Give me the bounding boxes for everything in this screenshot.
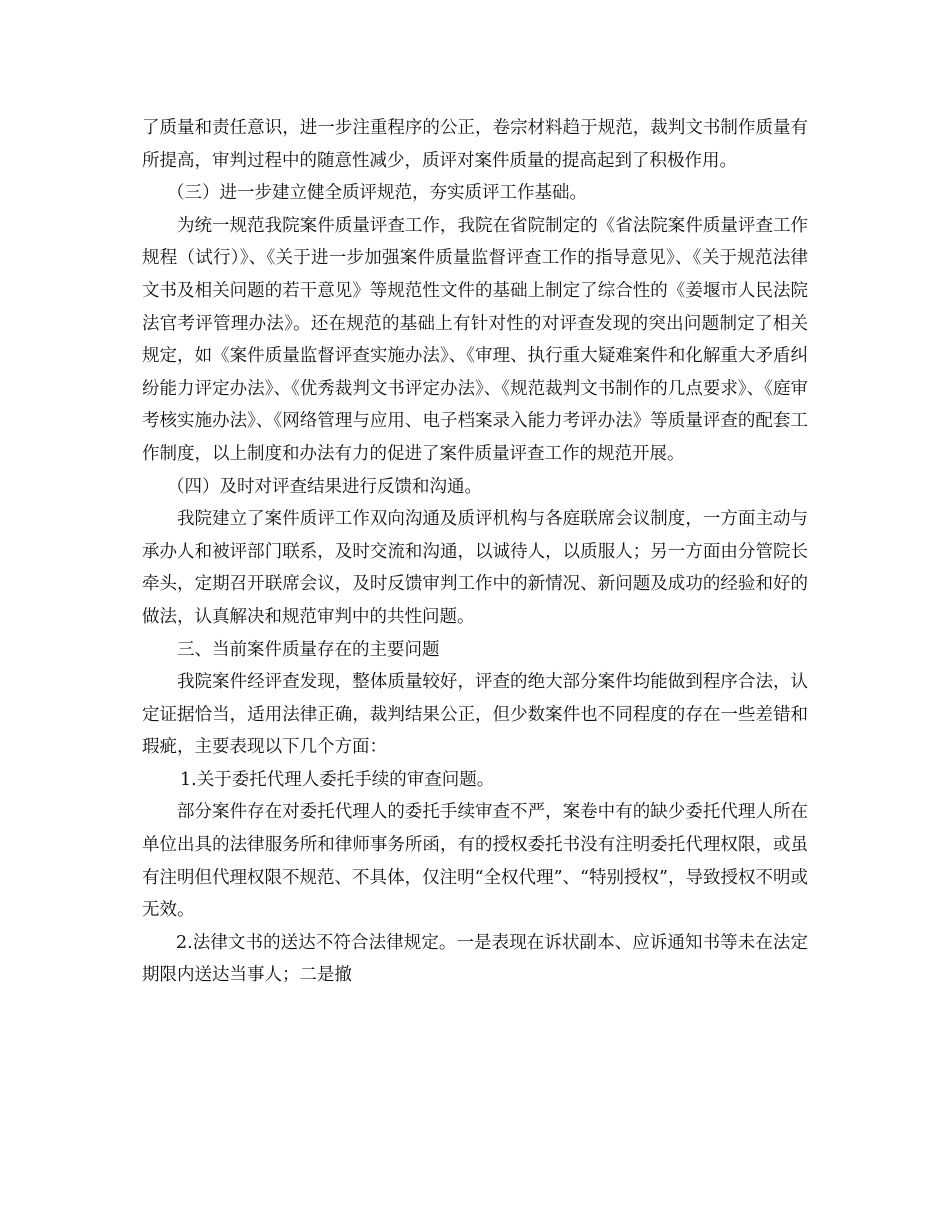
document-body	[142, 112, 808, 992]
item-heading-one: 1.关于委托代理人委托手续的审查问题。	[180, 769, 495, 790]
paragraph-standards: 为统一规范我院案件质量评查工作，我院在省院制定的《省法院案件质量评查工作规程（试行）》、《关于进一步加强案件质量监督评查工作的指导意见》、《关于规范法律文书及相关问题的若干意见》等规范性文件的基础上制定了综合性的《姜堰市人民法院法官考评管理办法》。还在规范的基础上有针对性的对评查发现的突出问题制定了相关规定，如《案件质量监督评查实施办法》、《审理、执行重大疑难案件和化解重大矛盾纠纷能力评定办法》、《优秀裁判文书评定办法》、《规范裁判文书制作的几点要求》、《庭审考核实施办法》、《网络管理与应用、电子档案录入能力考评办法》等质量评查的配套工作制度，以上制度和办法有力的促进了案件质量评查工作的规范开展。	[142, 215, 808, 464]
paragraph-agent-review: 部分案件存在对委托代理人的委托手续审查不严，案卷中有的缺少委托代理人所在单位出具的法律服务所和律师事务所函，有的授权委托书没有注明委托代理权限，或虽有注明但代理权限不规范、不具体，仅注明“全权代理”、“特别授权”，导致授权不明或无效。	[142, 802, 808, 921]
chapter-heading-problems: 三、当前案件质量存在的主要问题	[177, 639, 440, 660]
section-heading-four: （四）及时对评查结果进行反馈和沟通。	[167, 476, 482, 497]
paragraph-service: 2.法律文书的送达不符合法律规定。一是表现在诉状副本、应诉通知书等未在法定期限内送达当事人；二是撤	[142, 932, 808, 986]
section-heading-three: （三）进一步建立健全质评规范，夯实质评工作基础。	[167, 183, 587, 204]
paragraph-continuation: 了质量和责任意识，进一步注重程序的公正，卷宗材料趋于规范，裁判文书制作质量有所提高，审判过程中的随意性减少，质评对案件质量的提高起到了积极作用。	[142, 118, 808, 171]
paragraph-overview: 我院案件经评查发现，整体质量较好，评查的绝大部分案件均能做到程序合法，认定证据恰当，适用法律正确，裁判结果公正，但少数案件也不同程度的存在一些差错和瑕疵，主要表现以下几个方面：	[142, 672, 808, 758]
paragraph-feedback: 我院建立了案件质评工作双向沟通及质评机构与各庭联席会议制度，一方面主动与承办人和被评部门联系，及时交流和沟通，以诚待人，以质服人；另一方面由分管院长牵头，定期召开联席会议，及时反馈审判工作中的新情况、新问题及成功的经验和好的做法，认真解决和规范审判中的共性问题。	[142, 509, 808, 627]
